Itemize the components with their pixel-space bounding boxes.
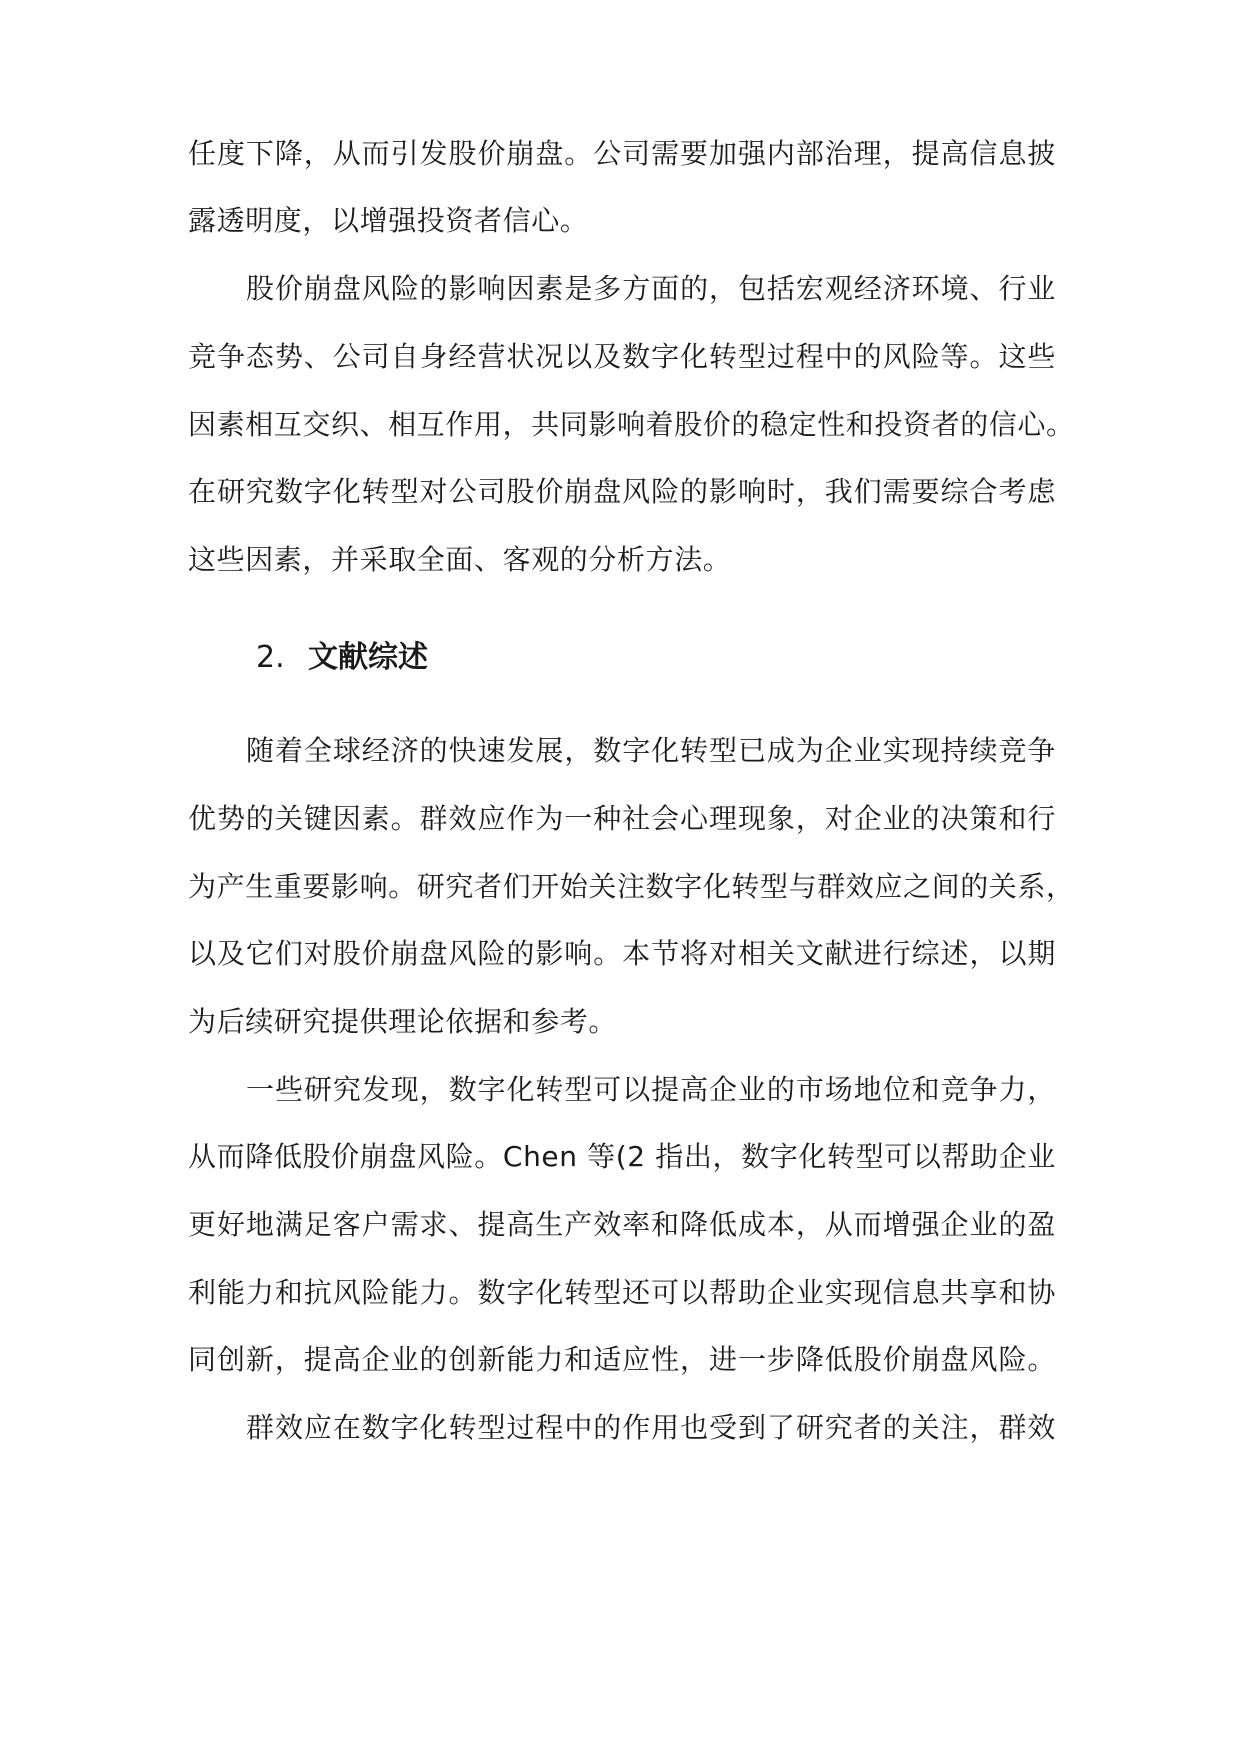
body-line: 为产生重要影响。研究者们开始关注数字化转型与群效应之间的关系， <box>188 870 1075 903</box>
body-line: 利能力和抗风险能力。数字化转型还可以帮助企业实现信息共享和协 <box>188 1276 1056 1309</box>
body-line: 这些因素，并采取全面、客观的分析方法。 <box>188 543 732 576</box>
body-line: 优势的关键因素。群效应作为一种社会心理现象，对企业的决策和行 <box>188 802 1056 835</box>
body-line: 随着全球经济的快速发展，数字化转型已成为企业实现持续竞争 <box>246 734 1056 767</box>
section-number: 2. <box>256 640 285 675</box>
body-line: 竞争态势、公司自身经营状况以及数字化转型过程中的风险等。这些 <box>188 340 1056 373</box>
section-heading <box>256 637 428 679</box>
body-line: 一些研究发现，数字化转型可以提高企业的市场地位和竞争力， <box>246 1073 1056 1106</box>
body-line: 从而降低股价崩盘风险。Chen 等(2 指出，数字化转型可以帮助企业 <box>188 1140 1056 1173</box>
section-title: 文献综述 <box>308 640 428 675</box>
body-line: 群效应在数字化转型过程中的作用也受到了研究者的关注，群效 <box>246 1411 1056 1444</box>
body-line: 为后续研究提供理论依据和参考。 <box>188 1005 618 1038</box>
body-line: 因素相互交织、相互作用，共同影响着股价的稳定性和投资者的信心。 <box>188 408 1075 441</box>
body-line: 更好地满足客户需求、提高生产效率和降低成本，从而增强企业的盈 <box>188 1208 1056 1241</box>
body-line: 在研究数字化转型对公司股价崩盘风险的影响时，我们需要综合考虑 <box>188 475 1056 508</box>
body-line: 股价崩盘风险的影响因素是多方面的，包括宏观经济环境、行业 <box>246 272 1056 305</box>
body-line: 同创新，提高企业的创新能力和适应性，进一步降低股价崩盘风险。 <box>188 1343 1056 1376</box>
body-line: 以及它们对股价崩盘风险的影响。本节将对相关文献进行综述，以期 <box>188 937 1056 970</box>
body-line: 露透明度，以增强投资者信心。 <box>188 204 589 237</box>
body-line: 任度下降，从而引发股价崩盘。公司需要加强内部治理，提高信息披 <box>188 137 1056 170</box>
